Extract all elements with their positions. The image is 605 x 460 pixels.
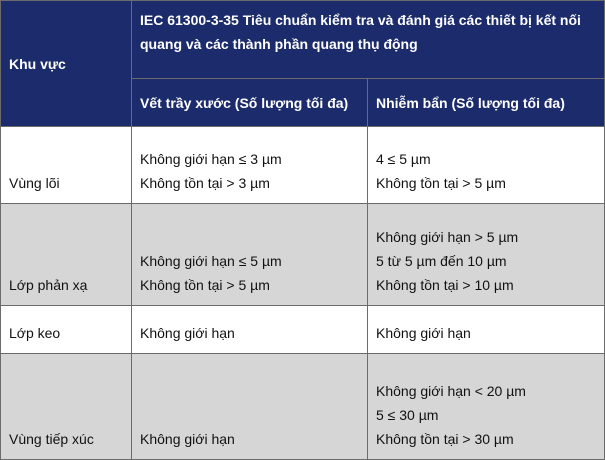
region-cell: Lớp keo — [1, 306, 132, 354]
scratches-column-header: Vết trầy xước (Số lượng tối đa) — [132, 79, 368, 127]
scratches-line: Không giới hạn ≤ 3 µm — [140, 151, 282, 167]
contamination-line: 5 từ 5 µm đến 10 µm — [376, 253, 507, 269]
contamination-line: Không giới hạn < 20 µm — [376, 383, 526, 399]
standard-title-header: IEC 61300-3-35 Tiêu chuẩn kiểm tra và đánh giá các thiết bị kết nối quang và các thành phần quang thụ động — [132, 1, 605, 79]
scratches-line: Không tồn tại > 3 µm — [140, 175, 270, 191]
region-cell: Vùng tiếp xúc — [1, 354, 132, 460]
table-row — [1, 354, 605, 460]
table-row — [1, 306, 605, 354]
region-column-header: Khu vực — [1, 1, 132, 127]
contamination-line: 4 ≤ 5 µm — [376, 151, 431, 167]
contamination-line: Không tồn tại > 5 µm — [376, 175, 506, 191]
scratches-cell — [132, 354, 368, 460]
contamination-cell — [368, 354, 605, 460]
region-cell: Vùng lõi — [1, 127, 132, 204]
scratches-line: Không giới hạn — [140, 431, 235, 447]
contamination-line: 5 ≤ 30 µm — [376, 407, 439, 423]
scratches-cell — [132, 306, 368, 354]
scratches-line: Không giới hạn — [140, 325, 235, 341]
scratches-cell — [132, 127, 368, 204]
region-cell: Lớp phản xạ — [1, 204, 132, 306]
contamination-cell — [368, 127, 605, 204]
contamination-cell — [368, 306, 605, 354]
table-row — [1, 204, 605, 306]
scratches-line: Không giới hạn ≤ 5 µm — [140, 253, 282, 269]
contamination-line: Không tồn tại > 30 µm — [376, 431, 514, 447]
scratches-cell — [132, 204, 368, 306]
contamination-line: Không giới hạn > 5 µm — [376, 229, 519, 245]
contamination-line: Không tồn tại > 10 µm — [376, 277, 514, 293]
contamination-column-header: Nhiễm bẩn (Số lượng tối đa) — [368, 79, 605, 127]
scratches-line: Không tồn tại > 5 µm — [140, 277, 270, 293]
contamination-cell — [368, 204, 605, 306]
table-row — [1, 127, 605, 204]
contamination-line: Không giới hạn — [376, 325, 471, 341]
header-row-title — [1, 1, 605, 79]
